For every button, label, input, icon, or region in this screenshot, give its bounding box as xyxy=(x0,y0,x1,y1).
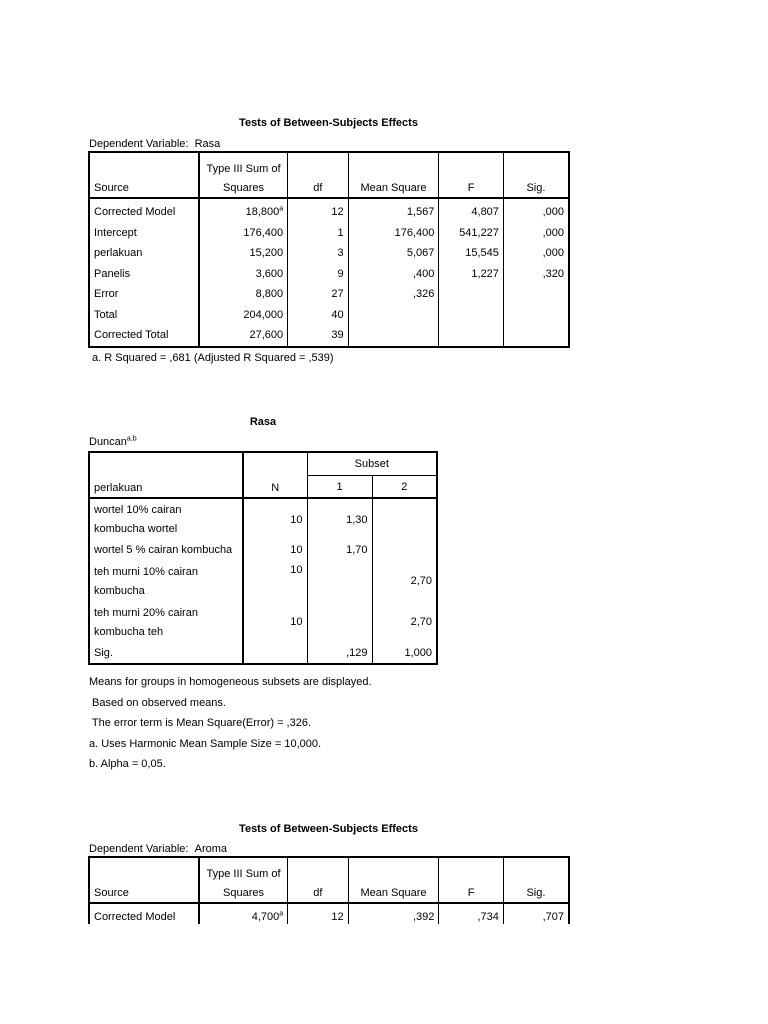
header-source: Source xyxy=(89,857,199,903)
table2-notes xyxy=(89,676,372,779)
table-row: Intercept 176,400 1 176,400 541,227 ,000 xyxy=(89,223,569,244)
dep-var-value: Rasa xyxy=(194,138,221,150)
table3-clip xyxy=(88,856,570,924)
header-mean-square: Mean Square xyxy=(348,857,439,903)
header-n: N xyxy=(243,452,307,498)
table3-header-row xyxy=(89,857,569,903)
header-sum-of-squares: Type III Sum of Squares xyxy=(206,163,281,194)
table2-duncan xyxy=(88,451,438,665)
header-subset: Subset xyxy=(307,452,437,476)
table-row: Total 204,000 40 xyxy=(89,305,569,326)
note-line: Based on observed means. xyxy=(89,696,226,709)
table-row: wortel 5 % cairan kombucha 10 1,70 xyxy=(89,540,437,561)
header-sig: Sig. xyxy=(503,152,569,198)
table2-title: Rasa xyxy=(249,416,277,428)
table1-title: Tests of Between-Subjects Effects xyxy=(239,117,418,129)
header-f: F xyxy=(439,152,504,198)
header-perlakuan: perlakuan xyxy=(89,452,243,498)
table3-dependent-variable xyxy=(89,843,227,855)
table-row: teh murni 20% cairan kombucha teh 10 2,70 xyxy=(89,602,437,643)
header-source: Source xyxy=(89,152,199,198)
table1-dependent-variable xyxy=(89,138,220,150)
header-subset-2: 2 xyxy=(372,476,437,499)
table-row: teh murni 10% cairan kombucha 10 2,70 xyxy=(89,561,437,602)
table1-header-row xyxy=(89,152,569,198)
table-row: Corrected Total 27,600 39 xyxy=(89,325,569,347)
table-row: Corrected Model 4,700$^a$ 12 ,392 ,734 ,707 xyxy=(89,903,569,924)
table2-header-row-1 xyxy=(89,452,437,476)
note-line: Means for groups in homogeneous subsets are displayed. xyxy=(89,676,372,688)
header-sum-of-squares: Type III Sum of Squares xyxy=(206,868,281,899)
table3-title: Tests of Between-Subjects Effects xyxy=(239,823,418,835)
table-row: Panelis 3,600 9 ,400 1,227 ,320 xyxy=(89,264,569,285)
note-line: a. Uses Harmonic Mean Sample Size = 10,000. xyxy=(89,737,322,750)
table-row: perlakuan 15,200 3 5,067 15,545 ,000 xyxy=(89,243,569,264)
table-row-sig: Sig. ,129 1,000 xyxy=(89,643,437,665)
note-line: b. Alpha = 0,05. xyxy=(89,758,166,770)
header-f: F xyxy=(439,857,504,903)
header-df: df xyxy=(288,152,349,198)
table1-anova xyxy=(88,151,570,348)
header-sig: Sig. xyxy=(503,857,569,903)
header-subset-1: 1 xyxy=(307,476,372,499)
dep-var-value: Aroma xyxy=(194,843,228,855)
table2-method: Duncan$^{a,b}$ xyxy=(89,435,137,448)
table3-anova xyxy=(88,856,570,924)
dep-var-label: Dependent Variable: xyxy=(89,843,189,855)
header-mean-square: Mean Square xyxy=(348,152,439,198)
note-line: The error term is Mean Square(Error) = ,326. xyxy=(89,717,312,729)
dep-var-label: Dependent Variable: xyxy=(89,138,189,150)
table-row: Error 8,800 27 ,326 xyxy=(89,284,569,305)
header-df: df xyxy=(288,857,349,903)
table-row: wortel 10% cairan kombucha wortel 10 1,30 xyxy=(89,498,437,540)
table1-footnote: a. R Squared = ,681 (Adjusted R Squared = ,539) xyxy=(92,352,334,364)
table-row: Corrected Model 18,800$^a$ 12 1,567 4,807 ,000 xyxy=(89,198,569,223)
